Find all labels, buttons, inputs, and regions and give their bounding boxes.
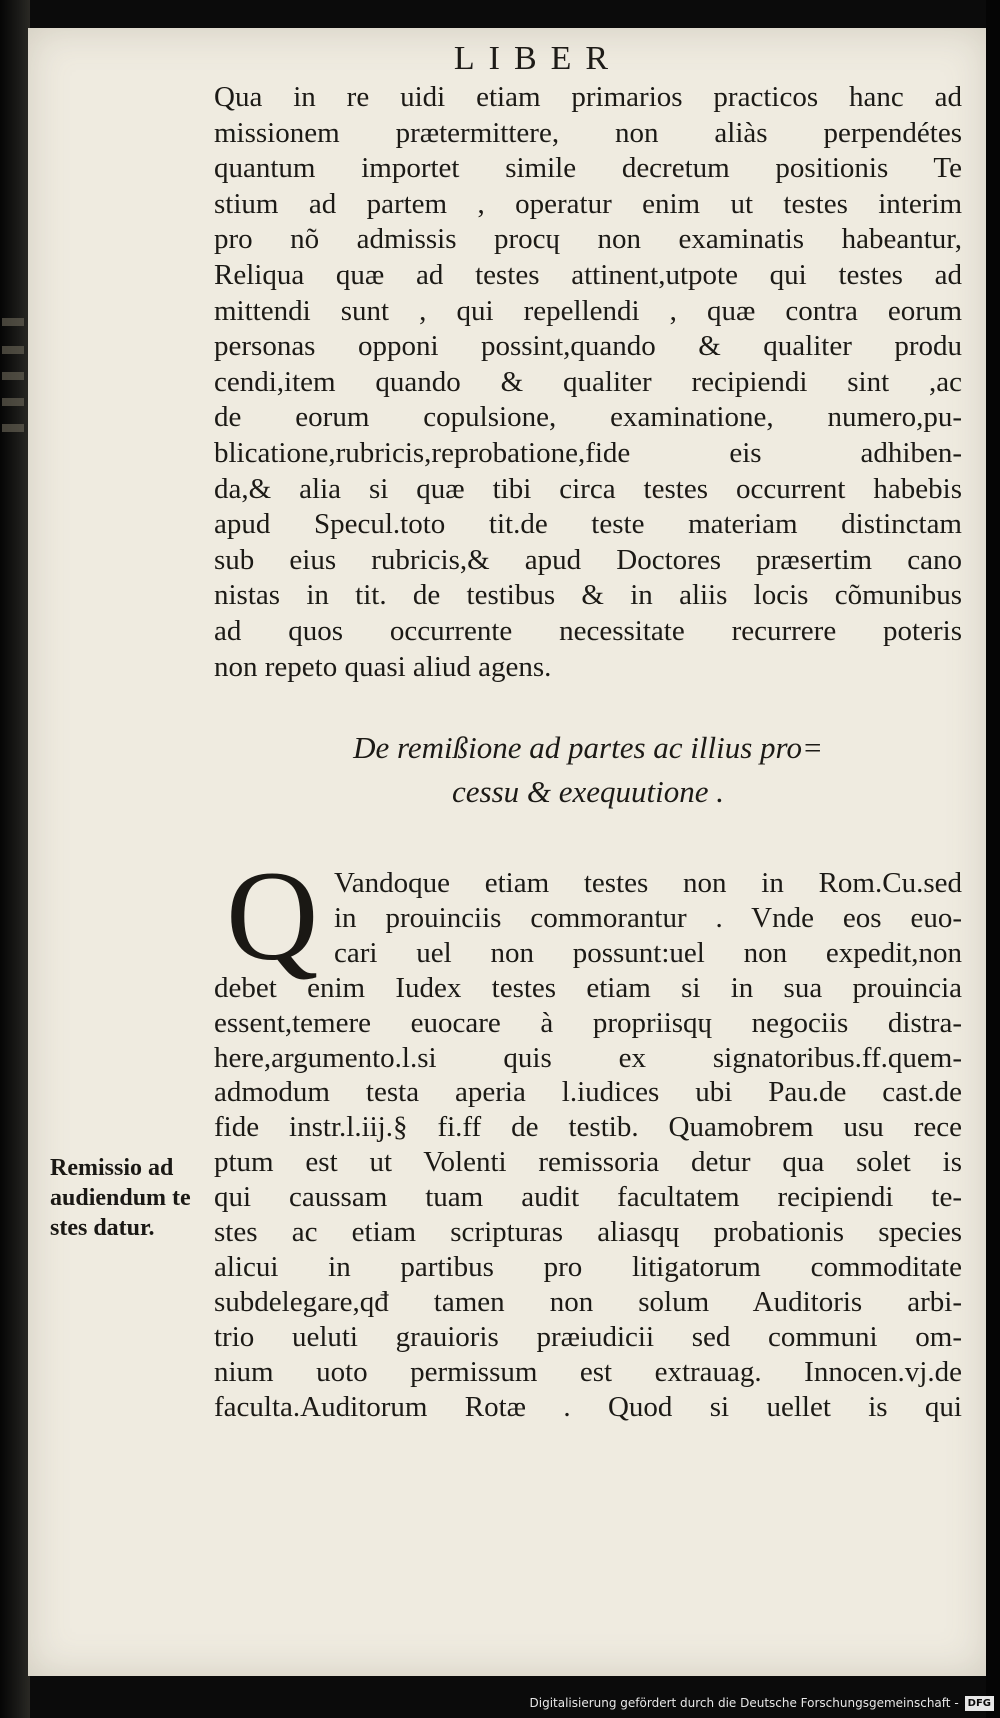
text-line: stium ad partem , operatur enim ut testes interim	[214, 187, 962, 220]
margin-note-line: stes datur.	[50, 1215, 155, 1241]
text-line: debet enim Iudex testes etiam si in sua prouincia	[214, 971, 962, 1004]
text-line: Qua in re uidi etiam primarios practicos hanc ad	[214, 81, 962, 113]
text-line: da,& alia si quæ tibi circa testes occurrent habebis	[214, 472, 962, 505]
text-line: cari uel non possunt:uel non expedit,non	[334, 936, 962, 969]
paragraph-1	[214, 80, 962, 685]
text-line: nium uoto permissum est extrauag. Innocen.vj.de	[214, 1355, 962, 1388]
text-line: trio ueluti grauioris præiudicii sed communi om-	[214, 1320, 962, 1353]
text-line: cendi,item quando & qualiter recipiendi sint ,ac	[214, 365, 962, 398]
text-line: in prouinciis commorantur . Vnde eos euo-	[334, 901, 962, 934]
digitization-credit	[0, 1692, 1000, 1714]
heading-line: cessu & exequutione .	[451, 774, 725, 809]
heading-line: De remißione ad partes ac illius pro=	[353, 730, 823, 765]
text-line: pro nõ admissis procɥ non examinatis habeantur,	[214, 223, 962, 256]
scan-border	[986, 0, 1000, 1718]
edge-mark	[2, 346, 24, 354]
text-line: essent,temere euocare à propriisqɥ negociis distra-	[214, 1006, 962, 1039]
edge-mark	[2, 318, 24, 326]
text-line: stes ac etiam scripturas aliasqɥ probationis species	[214, 1216, 962, 1249]
text-line: fide instr.l.iij.§ fi.ff de testib. Quamobrem usu rece	[214, 1111, 962, 1144]
paragraph-2	[214, 866, 962, 1425]
edge-mark	[2, 424, 24, 432]
margin-note-line: audiendum te	[50, 1185, 191, 1211]
text-line: non repeto quasi aliud agens.	[214, 650, 552, 683]
text-line: missionem prætermittere, non aliàs perpendétes	[214, 116, 962, 149]
binding-edge	[0, 0, 30, 1718]
text-line: subdelegare,qđ tamen non solum Auditoris arbi-	[214, 1285, 962, 1318]
text-line: here,argumento.l.si quis ex signatoribus.ff.quem-	[214, 1041, 962, 1074]
edge-mark	[2, 372, 24, 380]
text-line: apud Specul.toto tit.de teste materiam distinctam	[214, 508, 962, 541]
text-line: alicui in partibus pro litigatorum commoditate	[214, 1250, 962, 1283]
text-line: quantum importet simile decretum positionis Te	[214, 152, 962, 185]
credit-text: Digitalisierung gefördert durch die Deutsche Forschungsgemeinschaft -	[529, 1696, 959, 1710]
text-line: blicatione,rubricis,reprobatione,fide eis adhiben-	[214, 436, 962, 469]
text-line: de eorum copulsione, examinatione, numero,pu-	[214, 401, 962, 434]
running-head: LIBER	[453, 40, 623, 77]
text-line: Reliqua quæ ad testes attinent,utpote qui testes ad	[214, 258, 962, 291]
text-line: sub eius rubricis,& apud Doctores præsertim cano	[214, 543, 962, 576]
text-line: mittendi sunt , qui repellendi , quæ contra eorum	[214, 294, 962, 327]
drop-cap: Q	[226, 845, 319, 987]
text-line: personas opponi possint,quando & qualiter produ	[214, 330, 962, 363]
text-line: Vandoque etiam testes non in Rom.Cu.sed	[334, 867, 962, 899]
margin-note	[50, 1153, 215, 1243]
text-line: qui caussam tuam audit facultatem recipiendi te-	[214, 1181, 962, 1214]
text-line: faculta.Auditorum Rotæ . Quod si uellet is qui	[214, 1390, 962, 1423]
edge-mark	[2, 398, 24, 406]
text-line: ad quos occurrente necessitate recurrere poteris	[214, 614, 962, 647]
dfg-logo: DFG	[965, 1696, 994, 1711]
section-heading	[214, 726, 962, 814]
text-line: ptum est ut Volenti remissoria detur qua solet is	[214, 1146, 962, 1179]
margin-note-line: Remissio ad	[50, 1155, 174, 1181]
text-line: admodum testa aperia l.iudices ubi Pau.de cast.de	[214, 1076, 962, 1109]
book-page	[28, 28, 988, 1676]
text-line: nistas in tit. de testibus & in aliis locis cõmunibus	[214, 579, 962, 612]
